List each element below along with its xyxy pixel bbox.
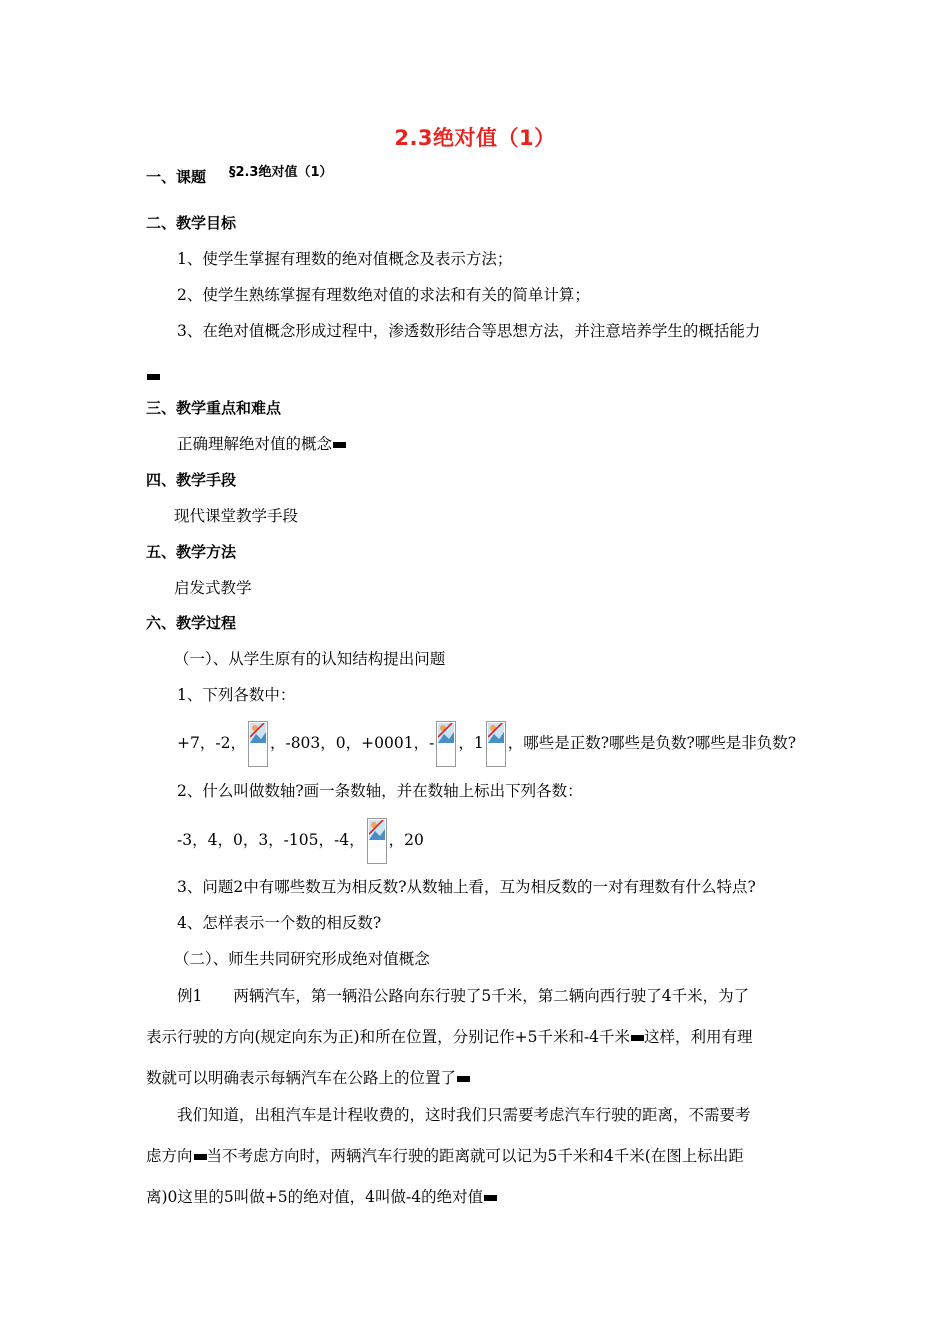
paragraph-line-3	[146, 1186, 497, 1208]
lesson-title: §2.3绝对值（1）	[228, 165, 333, 180]
period-mark	[146, 365, 160, 387]
section-4-heading: 四、教学手段	[146, 471, 237, 489]
axis-number-list	[177, 815, 424, 865]
fraction-image-icon	[486, 721, 506, 767]
question-4: 4、怎样表示一个数的相反数?	[177, 914, 382, 932]
fraction-image-icon	[367, 818, 387, 864]
key-point-text: 正确理解绝对值的概念	[177, 435, 333, 453]
period-mark	[333, 442, 346, 448]
goal-3: 3、在绝对值概念形成过程中，渗透数形结合等思想方法，并注意培养学生的概括能力	[177, 322, 761, 340]
axis-numbers-text: ，20	[388, 831, 424, 849]
example-text: 数就可以明确表示每辆汽车在公路上的位置了	[146, 1069, 457, 1087]
period-mark	[631, 1035, 644, 1041]
numbers-text: ，-803，0，+0001，-	[269, 734, 435, 752]
part-2-heading: （二）、师生共同研究形成绝对值概念	[174, 950, 430, 968]
question-2: 2、什么叫做数轴?画一条数轴，并在数轴上标出下列各数：	[177, 782, 583, 800]
goal-2: 2、使学生熟练掌握有理数绝对值的求法和有关的简单计算；	[177, 286, 590, 304]
numbers-text: +7，-2，	[177, 734, 246, 752]
question-1: 1、下列各数中：	[177, 686, 296, 704]
example-text: 表示行驶的方向(规定向东为正)和所在位置，分别记作+5千米和-4千米	[146, 1028, 631, 1046]
section-3-text	[177, 433, 346, 455]
paragraph-line-2	[146, 1145, 744, 1167]
period-mark	[194, 1154, 207, 1160]
section-5-heading: 五、教学方法	[146, 543, 237, 561]
example-1-line-2	[146, 1026, 753, 1048]
paragraph-text: 离)0这里的5叫做+5的绝对值，4叫做-4的绝对值	[146, 1188, 484, 1206]
document-title: 2.3绝对值（1）	[394, 126, 556, 150]
section-6-heading: 六、教学过程	[146, 614, 237, 632]
section-1	[146, 166, 333, 190]
section-3-heading: 三、教学重点和难点	[146, 399, 282, 417]
paragraph-text: 虑方向	[146, 1147, 193, 1165]
period-mark	[457, 1076, 470, 1082]
fraction-image-icon	[436, 721, 456, 767]
example-text: 这样，利用有理	[644, 1028, 753, 1046]
period-mark	[484, 1195, 497, 1201]
goal-1: 1、使学生掌握有理数的绝对值概念及表示方法；	[177, 250, 513, 268]
axis-numbers-text: -3，4，0，3，-105，-4，	[177, 831, 365, 849]
question-3: 3、问题2中有哪些数互为相反数?从数轴上看，互为相反数的一对有理数有什么特点?	[177, 878, 756, 896]
number-list	[177, 718, 796, 768]
paragraph-text: 当不考虑方向时，两辆汽车行驶的距离就可以记为5千米和4千米(在图上标出距	[206, 1147, 744, 1165]
section-2-heading: 二、教学目标	[146, 214, 237, 232]
numbers-text: ，1	[458, 734, 484, 752]
paragraph-line-1: 我们知道，出租汽车是计程收费的，这时我们只需要考虑汽车行驶的距离，不需要考	[177, 1106, 751, 1124]
part-1-text: （一）、从学生原有的认知结构提出问题	[174, 650, 446, 668]
example-1-line-3	[146, 1067, 470, 1089]
section-5-text: 启发式教学	[174, 579, 252, 597]
example-1-line-1: 例1 两辆汽车，第一辆沿公路向东行驶了5千米，第二辆向西行驶了4千米，为了	[177, 987, 750, 1005]
fraction-image-icon	[248, 721, 268, 767]
numbers-text: ，哪些是正数?哪些是负数?哪些是非负数?	[507, 734, 797, 752]
section-1-heading: 一、课题	[146, 168, 207, 186]
part-1-heading	[174, 648, 445, 670]
section-4-text: 现代课堂教学手段	[174, 507, 299, 525]
